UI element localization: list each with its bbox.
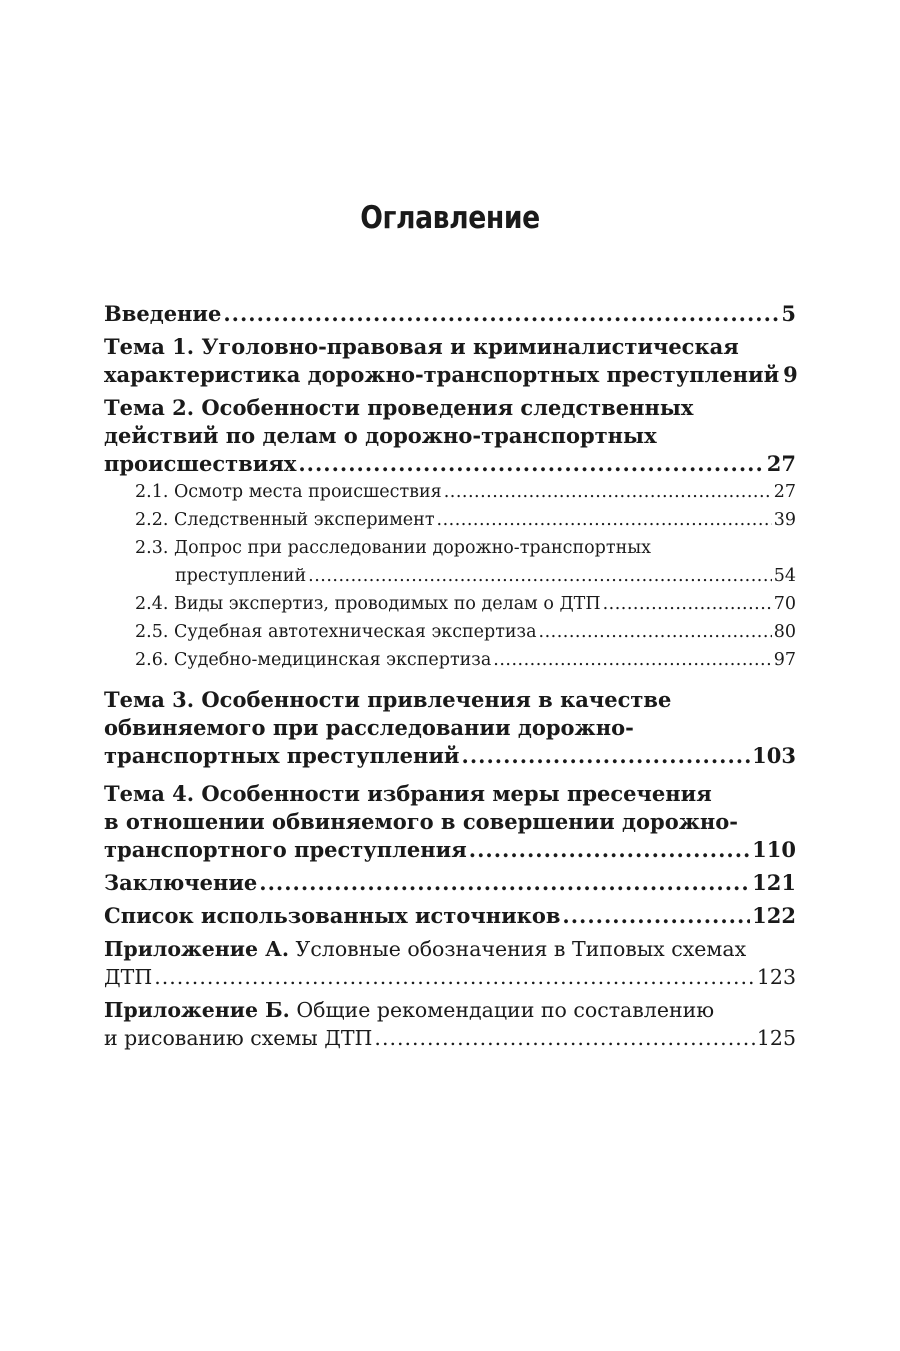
toc-page-number: 97 [773,650,796,670]
toc-entry-topic-1[interactable] [104,333,796,389]
toc-entry-introduction[interactable] [104,300,796,328]
toc-entry-label: преступлений [175,566,307,586]
toc-entry-label: транспортных преступлений [104,743,460,768]
leader-dots [539,618,772,646]
toc-page-number: 103 [752,743,796,768]
leader-dots [562,902,750,930]
leader-dots [259,869,750,897]
toc-entry-section-2-1[interactable] [104,478,796,506]
toc-entry-topic-2[interactable] [104,394,796,478]
leader-dots [223,300,779,328]
leader-dots [444,478,772,506]
toc-entry-label: транспортного преступления [104,837,467,862]
toc-page-number: 27 [773,482,796,502]
leader-dots [603,590,772,618]
toc-entry-line: Тема 3. Особенности привлечения в качестве [104,687,672,712]
toc-entry-section-2-6[interactable] [104,646,796,674]
toc-entry-line: 2.3. Допрос при расследовании дорожно-транспортных [135,538,652,558]
toc-entry-label: Список использованных источников [104,903,561,928]
toc-page-number: 80 [773,622,796,642]
toc-entry-label: Заключение [104,870,258,895]
table-of-contents [104,300,796,1057]
toc-entry-label: характеристика дорожно-транспортных преступлений [104,362,780,387]
toc-entry-line: Условные обозначения в Типовых схемах [289,937,747,961]
toc-entry-section-2-4[interactable] [104,590,796,618]
toc-entry-references[interactable] [104,902,796,930]
toc-entry-label: Введение [104,301,222,326]
toc-entry-line: в отношении обвиняемого в совершении дорожно- [104,809,739,834]
leader-dots [374,1024,754,1052]
toc-entry-label: 2.6. Судебно-медицинская экспертиза [135,650,492,670]
toc-entry-line: Общие рекомендации по составлению [289,998,715,1022]
toc-entry-label: 2.5. Судебная автотехническая экспертиза [135,622,537,642]
toc-entry-label: 2.4. Виды экспертиз, проводимых по делам о ДТП [135,594,601,614]
toc-entry-label: происшествиях [104,451,297,476]
toc-page-number: 122 [752,903,796,928]
leader-dots [298,450,764,478]
toc-entry-label: 2.2. Следственный эксперимент [135,510,435,530]
toc-page-number: 70 [773,594,796,614]
toc-page-number: 39 [773,510,796,530]
appendix-prefix: Приложение Б. [104,998,290,1022]
toc-entry-line: действий по делам о дорожно-транспортных [104,423,657,448]
toc-page-number: 125 [756,1026,796,1050]
toc-entry-line: обвиняемого при расследовании дорожно- [104,715,634,740]
toc-page-number: 123 [756,965,796,989]
toc-entry-appendix-b[interactable] [104,996,796,1052]
leader-dots [154,963,755,991]
toc-entry-line: Тема 2. Особенности проведения следственных [104,395,694,420]
toc-entry-line: Тема 4. Особенности избрания меры пресечения [104,781,712,806]
toc-page-number: 54 [773,566,796,586]
toc-entry-label: ДТП [104,965,153,989]
toc-entry-topic-4[interactable] [104,780,796,864]
toc-page-number: 121 [752,870,796,895]
leader-dots [462,742,751,770]
leader-dots [437,506,772,534]
appendix-prefix: Приложение А. [104,937,289,961]
toc-entry-conclusion[interactable] [104,869,796,897]
toc-page-number: 110 [752,837,796,862]
toc-entry-appendix-a[interactable] [104,935,796,991]
leader-dots [308,562,772,590]
toc-page-number: 5 [781,301,796,326]
leader-dots [493,646,771,674]
toc-entry-line: Тема 1. Уголовно-правовая и криминалистическая [104,334,739,359]
toc-page-number: 27 [766,451,796,476]
leader-dots [469,836,750,864]
toc-page-number: 9 [783,362,798,387]
toc-entry-section-2-3[interactable] [104,534,796,590]
toc-entry-label: 2.1. Осмотр места происшествия [135,482,442,502]
toc-entry-label: и рисованию схемы ДТП [104,1026,373,1050]
page-title: Оглавление [360,200,540,236]
toc-entry-section-2-2[interactable] [104,506,796,534]
toc-entry-section-2-5[interactable] [104,618,796,646]
toc-entry-topic-3[interactable] [104,686,796,770]
